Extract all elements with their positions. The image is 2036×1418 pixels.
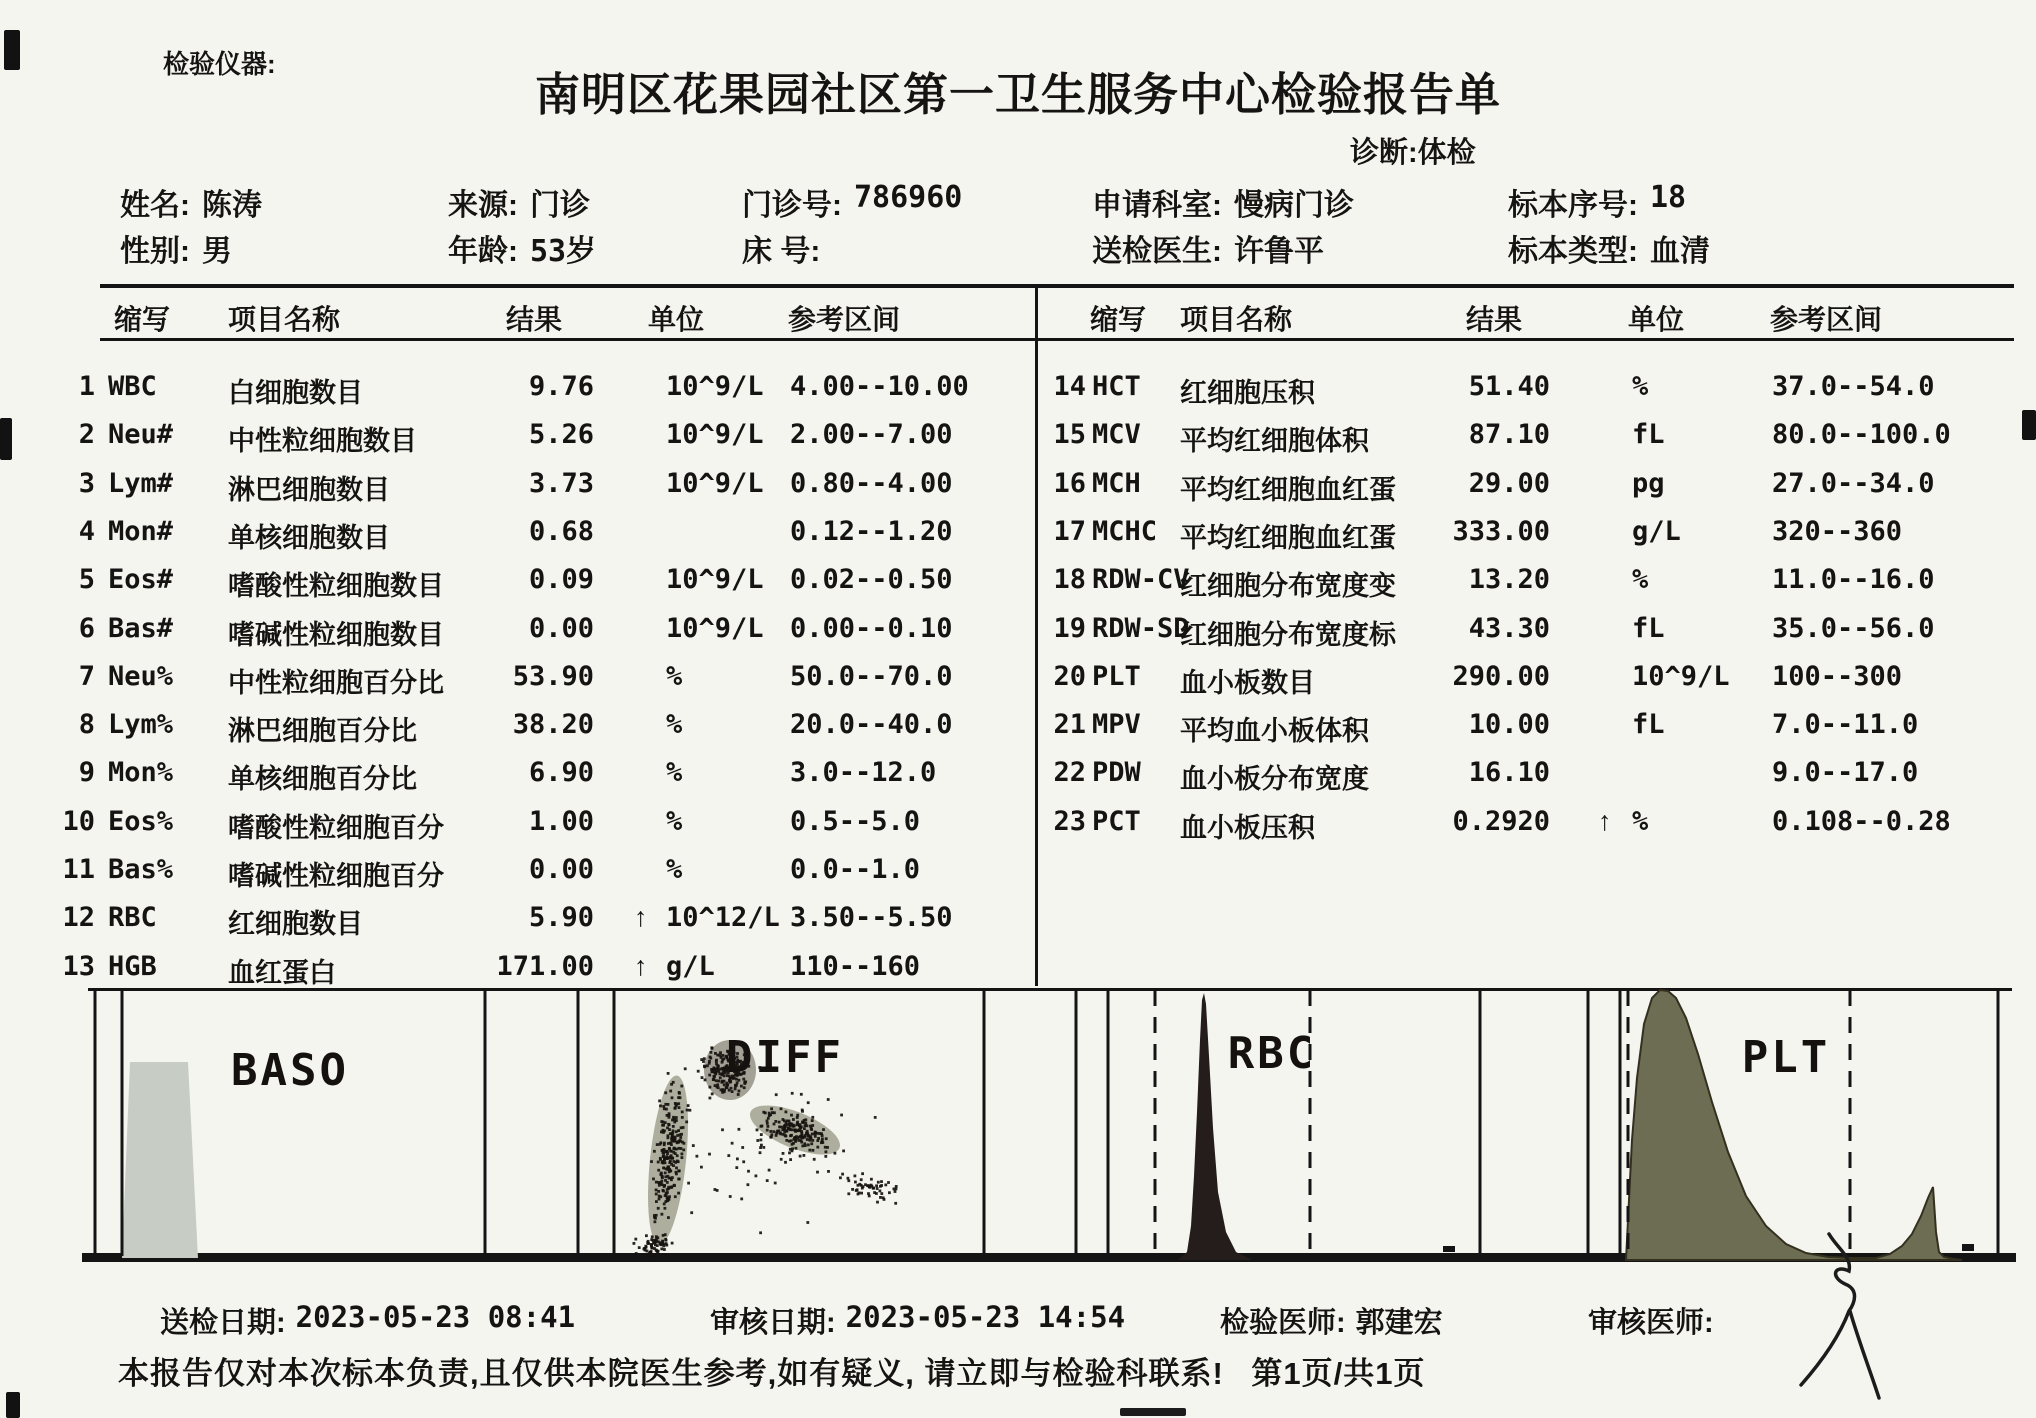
range-cell: 35.0--56.0	[1772, 613, 1935, 644]
name-cell: 单核细胞百分比	[228, 764, 417, 794]
up-arrow-icon: ↑	[634, 902, 648, 932]
row-number: 20	[1053, 661, 1086, 692]
patient-info-label: 标本类型:	[1508, 235, 1638, 268]
name-cell: 单核细胞数目	[228, 523, 390, 553]
patient-info-value: 男	[202, 234, 232, 269]
baso-bar	[122, 1062, 198, 1258]
histogram-label-plt: PLT	[1741, 1032, 1831, 1083]
diagnosis-label: 诊断:体检	[1350, 137, 1476, 169]
patient-info-label: 送检医生:	[1092, 235, 1222, 268]
result-cell: 333.00	[1452, 516, 1550, 547]
unit-cell: %	[1632, 806, 1649, 837]
range-cell: 0.5--5.0	[790, 806, 921, 837]
footer-cell	[160, 1300, 575, 1341]
name-cell: 红细胞分布宽度变	[1180, 571, 1396, 601]
result-cell: 0.2920	[1452, 806, 1550, 837]
range-cell: 80.0--100.0	[1772, 419, 1951, 450]
result-cell: 13.20	[1468, 564, 1550, 595]
row-number: 10	[62, 806, 95, 837]
name-cell: 嗜碱性粒细胞百分	[228, 861, 444, 891]
name-cell: 血小板压积	[1180, 813, 1315, 843]
footer-value: 2023-05-23 14:54	[845, 1300, 1126, 1334]
row-number: 12	[62, 902, 95, 933]
row-number: 4	[78, 516, 95, 547]
unit-cell: 10^9/L	[1632, 661, 1730, 692]
range-cell: 4.00--10.00	[790, 371, 969, 402]
disclaimer-text: 本报告仅对本次标本负责,且仅供本院医生参考,如有疑义, 请立即与检验科联系!	[118, 1356, 1224, 1391]
row-number: 13	[62, 951, 95, 982]
abbr-cell: Neu%	[108, 661, 174, 692]
up-arrow-icon: ↑	[634, 951, 648, 981]
range-cell: 0.108--0.28	[1772, 806, 1951, 837]
abbr-cell: Lym%	[108, 709, 174, 740]
result-cell: 0.68	[528, 516, 594, 547]
range-cell: 9.0--17.0	[1772, 757, 1919, 788]
unit-cell: g/L	[1632, 516, 1681, 547]
plt-curve	[1626, 990, 1962, 1260]
range-cell: 37.0--54.0	[1772, 371, 1935, 402]
result-cell: 53.90	[512, 661, 594, 692]
footer-label: 送检日期:	[160, 1307, 286, 1339]
result-cell: 38.20	[512, 709, 594, 740]
patient-info-label: 申请科室:	[1092, 189, 1222, 222]
column-header: 单位	[648, 304, 705, 335]
patient-info-value: 18	[1650, 180, 1687, 215]
row-number: 7	[78, 661, 95, 692]
unit-cell: %	[1632, 564, 1649, 595]
row-number: 21	[1053, 709, 1086, 740]
patient-info-label: 门诊号:	[742, 189, 842, 222]
abbr-cell: HGB	[108, 951, 157, 982]
range-cell: 0.02--0.50	[790, 564, 953, 595]
range-cell: 320--360	[1772, 516, 1903, 547]
column-header: 缩写	[114, 304, 171, 335]
range-cell: 110--160	[790, 951, 921, 982]
unit-cell: 10^12/L	[666, 902, 780, 933]
abbr-cell: MCH	[1092, 468, 1141, 499]
abbr-cell: Bas%	[108, 854, 174, 885]
range-cell: 0.12--1.20	[790, 516, 953, 547]
range-cell: 100--300	[1772, 661, 1903, 692]
abbr-cell: Eos%	[108, 806, 174, 837]
result-cell: 0.00	[528, 854, 594, 885]
result-cell: 3.73	[528, 468, 594, 499]
result-cell: 6.90	[528, 757, 594, 788]
row-number: 9	[78, 757, 95, 788]
row-number: 1	[78, 371, 95, 402]
patient-info-label: 标本序号:	[1508, 189, 1638, 222]
abbr-cell: MCHC	[1092, 516, 1158, 547]
abbr-cell: MPV	[1092, 709, 1141, 740]
column-header: 单位	[1628, 304, 1685, 335]
range-cell: 0.80--4.00	[790, 468, 953, 499]
abbr-cell: PDW	[1092, 757, 1141, 788]
abbr-cell: WBC	[108, 371, 157, 402]
patient-info-value: 53岁	[530, 234, 597, 269]
name-cell: 平均血小板体积	[1180, 716, 1369, 746]
range-cell: 3.0--12.0	[790, 757, 937, 788]
instrument-label: 检验仪器:	[163, 49, 276, 79]
range-cell: 11.0--16.0	[1772, 564, 1935, 595]
name-cell: 平均红细胞血红蛋	[1180, 523, 1396, 553]
page-indicator: 第1页/共1页	[1251, 1356, 1426, 1391]
row-number: 16	[1053, 468, 1086, 499]
range-cell: 3.50--5.50	[790, 902, 953, 933]
patient-info-label: 姓名:	[120, 189, 190, 222]
unit-cell: fL	[1632, 613, 1665, 644]
row-number: 6	[78, 613, 95, 644]
unit-cell: 10^9/L	[666, 613, 764, 644]
abbr-cell: Mon%	[108, 757, 174, 788]
abbr-cell: Bas#	[108, 613, 174, 644]
result-cell: 0.09	[528, 564, 594, 595]
row-number: 8	[78, 709, 95, 740]
unit-cell: pg	[1632, 468, 1665, 499]
patient-info-value: 786960	[854, 180, 963, 215]
footer-label: 审核日期:	[710, 1307, 836, 1339]
column-header: 参考区间	[788, 304, 901, 335]
result-cell: 9.76	[528, 371, 594, 402]
abbr-cell: PLT	[1092, 661, 1141, 692]
column-header: 项目名称	[1180, 304, 1293, 335]
abbr-cell: MCV	[1092, 419, 1141, 450]
patient-info-label: 床 号:	[742, 235, 821, 268]
unit-cell: %	[666, 757, 683, 788]
strip-top-rule	[88, 988, 2012, 991]
patient-info-value: 许鲁平	[1234, 234, 1324, 269]
footer-label: 审核医师:	[1588, 1307, 1714, 1339]
row-number: 23	[1053, 806, 1086, 837]
abbr-cell: RDW-SD	[1092, 613, 1190, 644]
abbr-cell: Eos#	[108, 564, 174, 595]
name-cell: 嗜酸性粒细胞数目	[228, 571, 444, 601]
row-number: 11	[62, 854, 95, 885]
abbr-cell: Mon#	[108, 516, 174, 547]
result-cell: 87.10	[1468, 419, 1550, 450]
patient-info-value: 慢病门诊	[1234, 188, 1354, 223]
unit-cell: %	[1632, 371, 1649, 402]
abbr-cell: HCT	[1092, 371, 1141, 402]
unit-cell: %	[666, 709, 683, 740]
baseline-tick	[1962, 1244, 1974, 1251]
column-header: 项目名称	[228, 304, 341, 335]
unit-cell: fL	[1632, 419, 1665, 450]
range-cell: 0.00--0.10	[790, 613, 953, 644]
name-cell: 淋巴细胞数目	[228, 475, 390, 505]
name-cell: 中性粒细胞数目	[228, 426, 417, 456]
unit-cell: %	[666, 806, 683, 837]
result-cell: 16.10	[1468, 757, 1550, 788]
name-cell: 淋巴细胞百分比	[228, 716, 417, 746]
histogram-label-diff: DIFF	[726, 1032, 844, 1083]
column-header: 结果	[1466, 304, 1523, 335]
result-cell: 29.00	[1468, 468, 1550, 499]
patient-info-label: 性别:	[120, 235, 190, 268]
column-header: 参考区间	[1770, 304, 1883, 335]
result-cell: 171.00	[496, 951, 594, 982]
name-cell: 平均红细胞体积	[1180, 426, 1369, 456]
disclaimer-line	[118, 1348, 1426, 1393]
result-cell: 290.00	[1452, 661, 1550, 692]
histogram-label-rbc: RBC	[1227, 1028, 1317, 1079]
range-cell: 7.0--11.0	[1772, 709, 1919, 740]
abbr-cell: Neu#	[108, 419, 174, 450]
column-header: 缩写	[1090, 304, 1147, 335]
range-cell: 0.0--1.0	[790, 854, 921, 885]
range-cell: 2.00--7.00	[790, 419, 953, 450]
footer-cell	[1588, 1300, 1724, 1341]
row-number: 22	[1053, 757, 1086, 788]
page-title: 南明区花果园社区第一卫生服务中心检验报告单	[534, 69, 1501, 120]
result-cell: 43.30	[1468, 613, 1550, 644]
row-number: 3	[78, 468, 95, 499]
row-number: 2	[78, 419, 95, 450]
footer-cell	[1220, 1300, 1443, 1341]
abbr-cell: RDW-CV	[1092, 564, 1190, 595]
patient-info-value: 门诊	[530, 188, 590, 223]
baseline-tick	[1443, 1246, 1455, 1252]
abbr-cell: PCT	[1092, 806, 1141, 837]
name-cell: 血小板分布宽度	[1180, 764, 1369, 794]
result-cell: 10.00	[1468, 709, 1550, 740]
abbr-cell: RBC	[108, 902, 157, 933]
column-header: 结果	[506, 304, 563, 335]
row-number: 18	[1053, 564, 1086, 595]
unit-cell: %	[666, 854, 683, 885]
unit-cell: 10^9/L	[666, 419, 764, 450]
name-cell: 中性粒细胞百分比	[228, 668, 444, 698]
result-cell: 51.40	[1468, 371, 1550, 402]
name-cell: 白细胞数目	[228, 378, 363, 408]
patient-info-label: 年龄:	[448, 235, 518, 268]
unit-cell: %	[666, 661, 683, 692]
row-number: 19	[1053, 613, 1086, 644]
range-cell: 27.0--34.0	[1772, 468, 1935, 499]
unit-cell: 10^9/L	[666, 371, 764, 402]
patient-info-value: 陈涛	[202, 188, 262, 223]
name-cell: 红细胞分布宽度标	[1180, 620, 1396, 650]
name-cell: 平均红细胞血红蛋	[1180, 475, 1396, 505]
result-cell: 5.90	[528, 902, 594, 933]
unit-cell: 10^9/L	[666, 564, 764, 595]
row-number: 5	[78, 564, 95, 595]
name-cell: 嗜酸性粒细胞百分	[228, 813, 444, 843]
footer-label: 检验医师:	[1220, 1307, 1346, 1339]
range-cell: 50.0--70.0	[790, 661, 953, 692]
unit-cell: 10^9/L	[666, 468, 764, 499]
up-arrow-icon: ↑	[1598, 806, 1612, 836]
footer-cell	[710, 1300, 1125, 1341]
footer-value: 2023-05-23 08:41	[295, 1300, 576, 1334]
result-cell: 5.26	[528, 419, 594, 450]
abbr-cell: Lym#	[108, 468, 174, 499]
name-cell: 红细胞数目	[228, 909, 363, 939]
histogram-label-baso: BASO	[231, 1045, 349, 1096]
unit-cell: g/L	[666, 951, 715, 982]
unit-cell: fL	[1632, 709, 1665, 740]
name-cell: 红细胞压积	[1180, 378, 1315, 408]
patient-info-label: 来源:	[448, 189, 518, 222]
result-cell: 0.00	[528, 613, 594, 644]
name-cell: 嗜碱性粒细胞数目	[228, 620, 444, 650]
patient-info-value: 血清	[1650, 234, 1710, 269]
name-cell: 血红蛋白	[228, 958, 336, 988]
result-cell: 1.00	[528, 806, 594, 837]
row-number: 15	[1053, 419, 1086, 450]
footer-value: 郭建宏	[1355, 1305, 1443, 1339]
row-number: 17	[1053, 516, 1086, 547]
row-number: 14	[1053, 371, 1086, 402]
name-cell: 血小板数目	[1180, 668, 1315, 698]
range-cell: 20.0--40.0	[790, 709, 953, 740]
